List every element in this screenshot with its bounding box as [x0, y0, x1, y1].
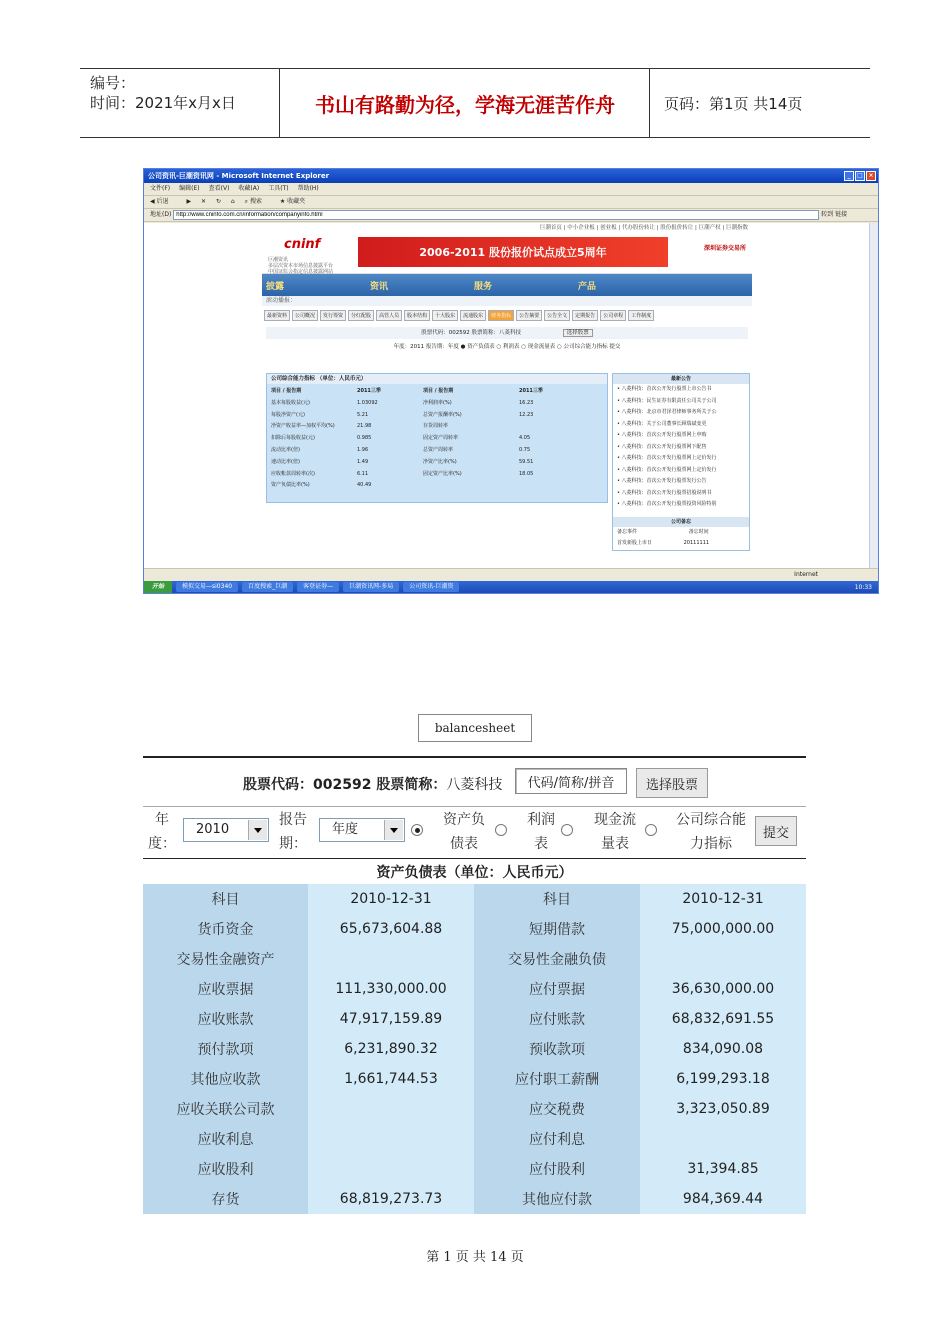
menu-item[interactable]: 帮助(H): [297, 185, 319, 192]
amount-cell: 834,090.08: [640, 1034, 806, 1064]
document-header: [80, 68, 870, 138]
amount-cell: 65,673,604.88: [308, 914, 474, 944]
site-banner: [262, 233, 752, 274]
panel-cell: 应收帐款周转率(次): [271, 470, 315, 477]
search-icon[interactable]: ⌕ 搜索: [244, 198, 262, 205]
account-name-cell: 应交税费: [474, 1094, 640, 1124]
maximize-icon[interactable]: □: [855, 171, 865, 181]
stock-selection: [143, 756, 806, 807]
table-row: [143, 944, 806, 974]
account-name-cell: 应收票据: [143, 974, 308, 1004]
tab-2[interactable]: 发行筹资: [320, 310, 346, 321]
status-bar: [144, 568, 878, 581]
browser-viewport: [144, 223, 878, 569]
option-profit-label: 利润表: [527, 812, 555, 852]
table-row: [143, 1034, 806, 1064]
account-name-cell: 其他应付款: [474, 1184, 640, 1214]
address-bar: [144, 209, 878, 222]
panel-cell: 40.49: [357, 482, 372, 489]
menu-item[interactable]: 收藏(A): [238, 185, 260, 192]
news-panel: [612, 373, 750, 551]
menu-item[interactable]: 工具(T): [268, 185, 289, 192]
panel-cell: 资产负债比率(%): [271, 482, 310, 489]
news-item[interactable]: • 八菱科技：首次公开发行股票网上申购: [617, 432, 707, 438]
tab-12[interactable]: 公司章程: [600, 310, 626, 321]
stop-icon[interactable]: ✕: [201, 198, 207, 205]
news-item[interactable]: • 八菱科技：关于公司董事长顾瑞斌变更: [617, 420, 707, 427]
header-page-number: 页码：第1页 共14页: [664, 94, 803, 113]
option-cashflow-label: 现金流量表: [594, 812, 636, 852]
option-balance-label: 资产负债表: [443, 812, 485, 852]
account-name-cell: 交易性金融资产: [143, 944, 308, 974]
nav-group[interactable]: 产品: [578, 281, 597, 292]
news-item[interactable]: • 八菱科技：首次公开发行股票网下配售: [617, 443, 707, 450]
taskbar: [144, 581, 878, 593]
news-title: 最新公告: [613, 374, 749, 384]
account-name-cell: 应付职工薪酬: [474, 1064, 640, 1094]
amount-cell: 6,199,293.18: [640, 1064, 806, 1094]
tab-0[interactable]: 最新资料: [264, 310, 290, 321]
account-name-cell: 应付账款: [474, 1004, 640, 1034]
account-name-cell: 科目: [474, 884, 640, 914]
start-button[interactable]: 开始: [144, 581, 172, 593]
amount-cell: 68,819,273.73: [308, 1184, 474, 1214]
header-motto: 书山有路勤为径，学海无涯苦作舟: [281, 69, 650, 137]
minimize-icon[interactable]: _: [844, 171, 854, 181]
panel-cell: 固定资产周转率: [423, 435, 459, 442]
balance-sheet-table: [143, 884, 806, 1214]
chevron-down-icon: [384, 820, 403, 840]
radio-cashflow[interactable]: [561, 824, 573, 836]
taskbar-item[interactable]: 百度搜索_巨潮: [242, 582, 293, 592]
table-title: 资产负债表（单位：人民币元）: [376, 865, 573, 881]
news-item[interactable]: • 八菱科技：首次公开发行股票招股说明书: [617, 489, 712, 496]
amount-cell: [640, 1124, 806, 1154]
panel-header-cell: 2011三季: [519, 388, 543, 394]
panel-cell: 净利润率(%): [423, 399, 452, 406]
account-name-cell: 交易性金融负债: [474, 944, 640, 974]
panel-cell: 0.75: [519, 446, 531, 453]
amount-cell: 984,369.44: [640, 1184, 806, 1214]
amount-cell: 2010-12-31: [640, 884, 806, 914]
tab-3[interactable]: 分红配股: [348, 310, 374, 321]
menu-item[interactable]: 文件(F): [150, 185, 171, 192]
panel-cell: 1.03092: [357, 399, 378, 406]
panel-cell: 18.05: [519, 470, 534, 477]
panel-cell: 净资产比率(%): [423, 458, 457, 465]
table-header-row: [143, 884, 806, 914]
panel-header-cell: 2011三季: [357, 388, 381, 394]
panel-cell: [423, 480, 513, 492]
account-name-cell: 科目: [143, 884, 308, 914]
amount-cell: 111,330,000.00: [308, 974, 474, 1004]
company-tabs: [262, 306, 752, 325]
chevron-down-icon: [248, 820, 267, 840]
report-options: [143, 806, 806, 859]
cninfo-page: [262, 223, 752, 569]
site-category-bar: [262, 274, 752, 296]
cninfo-logo[interactable]: cninf: [284, 237, 321, 252]
scrolling-announcement: 滚动播报：: [262, 296, 752, 306]
tab-7[interactable]: 流通股东: [460, 310, 486, 321]
vertical-scrollbar[interactable]: [869, 223, 878, 569]
news-item[interactable]: • 八菱科技：首次公开发行股票网上定价发行: [617, 455, 717, 461]
panel-cell: 每股净资产(元): [271, 411, 305, 418]
nav-group[interactable]: 服务: [474, 281, 493, 292]
panel-cell: 净资产收益率—加权平均(%): [271, 423, 335, 430]
panel-cell: 59.51: [519, 458, 534, 465]
period-label: 报告期：: [279, 812, 307, 852]
close-icon[interactable]: ×: [866, 171, 876, 181]
account-name-cell: 应付票据: [474, 974, 640, 1004]
panel-cell: 21.98: [357, 423, 372, 430]
amount-cell: 31,394.85: [640, 1154, 806, 1184]
account-name-cell: 应收利息: [143, 1124, 308, 1154]
nav-group[interactable]: 披露: [266, 281, 285, 292]
tab-13[interactable]: 工作制度: [628, 310, 654, 321]
panel-cell: 基本每股收益(元): [271, 399, 310, 406]
browser-toolbar: [144, 196, 878, 209]
amount-cell: 47,917,159.89: [308, 1004, 474, 1034]
go-button[interactable]: 转到: [821, 211, 834, 218]
news-item[interactable]: • 八菱科技：首次公开发行股票发行公告: [617, 478, 707, 484]
forward-icon[interactable]: ▶: [186, 198, 192, 205]
taskbar-item[interactable]: 客登证券—: [297, 582, 339, 592]
links-label[interactable]: 链接: [835, 211, 848, 218]
home-icon[interactable]: ⌂: [230, 198, 235, 205]
memo-title: 公司备忘: [613, 517, 749, 527]
company-ability-panel: [266, 373, 608, 503]
tab-1[interactable]: 公司概况: [292, 310, 318, 321]
address-input[interactable]: [173, 210, 819, 220]
browser-screenshot: [143, 168, 879, 594]
news-item[interactable]: • 八菱科技：北京市君泽君律师事务所关于公: [617, 409, 717, 415]
panel-cell: 16.23: [519, 399, 534, 406]
news-item[interactable]: • 八菱科技：民生证券有限责任公司关于公司: [617, 397, 717, 404]
tab-4[interactable]: 高管人员: [376, 310, 402, 321]
taskbar-item[interactable]: 巨潮资讯网-多局: [343, 582, 399, 592]
account-name-cell: 应收账款: [143, 1004, 308, 1034]
table-row: [143, 914, 806, 944]
amount-cell: [308, 944, 474, 974]
amount-cell: 3,323,050.89: [640, 1094, 806, 1124]
table-row: [143, 1184, 806, 1214]
amount-cell: 2010-12-31: [308, 884, 474, 914]
memo-row: 首发新股上市日 20111111: [617, 540, 710, 546]
window-title: 公司资讯-巨潮资讯网 - Microsoft Internet Explorer: [148, 172, 330, 180]
select-stock-button[interactable]: 选择股票: [636, 768, 708, 798]
stock-label: 股票代码：002592 股票简称：八菱科技: [243, 777, 503, 793]
panel-header-cell: 项目 / 报告期: [423, 388, 454, 394]
panel-cell: 扣除后每股收益(元): [271, 435, 315, 442]
table-row: [143, 974, 806, 1004]
amount-cell: 6,231,890.32: [308, 1034, 474, 1064]
panel-cell: 总资产周转率: [423, 446, 454, 453]
amount-cell: [308, 1154, 474, 1184]
year-label: 年度：: [148, 812, 176, 852]
news-item[interactable]: • 八菱科技：首次公开发行股票投资风险特别: [617, 501, 717, 507]
panel-cell: 4.05: [519, 435, 531, 442]
header-meta: [80, 69, 280, 137]
logo-description: 巨潮资讯 多层次资本市场信息披露平台 中国证监会指定信息披露网站: [268, 257, 334, 275]
account-name-cell: 存货: [143, 1184, 308, 1214]
taskbar-item[interactable]: 公司资讯-巨潮资: [403, 582, 459, 592]
menu-bar: [144, 183, 878, 196]
zone-label: Internet: [794, 571, 818, 578]
tab-10[interactable]: 公告全文: [544, 310, 570, 321]
submit-button[interactable]: 提交: [755, 816, 797, 846]
stock-code-input[interactable]: 代码/简称/拼音: [515, 768, 627, 794]
promo-banner[interactable]: 2006-2011 股份报价试点成立5周年: [358, 237, 668, 267]
tab-6[interactable]: 十大股东: [432, 310, 458, 321]
document-number: 编号：: [90, 74, 136, 92]
radio-balance[interactable]: [411, 824, 423, 836]
nav-group[interactable]: 资讯: [370, 281, 389, 292]
news-item[interactable]: • 八菱科技：首次公开发行股票网上定价发行: [617, 466, 717, 473]
panel-cell: 0.985: [357, 435, 372, 442]
period-selection-row[interactable]: 年度：2011 报告期：年度 ● 资产负债表 ○ 利润表 ○ 现金流量表 ○ 公司综合能力指标 提交: [393, 344, 621, 350]
account-name-cell: 预付款项: [143, 1034, 308, 1064]
radio-comprehensive[interactable]: [645, 824, 657, 836]
tab-8[interactable]: 财务指标: [488, 310, 514, 321]
tab-5[interactable]: 股本结构: [404, 310, 430, 321]
account-name-cell: 应付股利: [474, 1154, 640, 1184]
amount-cell: [640, 944, 806, 974]
panel-cell: 存货周转率: [423, 423, 449, 430]
window-titlebar: [144, 169, 878, 183]
panel-cell: 6.11: [357, 470, 369, 477]
panel-cell: 12.23: [519, 411, 534, 418]
amount-cell: 1,661,744.53: [308, 1064, 474, 1094]
panel-cell: 1.49: [357, 458, 369, 465]
favorites-icon[interactable]: ★ 收藏夹: [279, 198, 306, 205]
memo-header: 备忘事件 备忘时间: [617, 528, 709, 535]
tab-11[interactable]: 定期报告: [572, 310, 598, 321]
period-select[interactable]: 年度: [319, 818, 405, 842]
document-time: 时间：2021年x月x日: [90, 94, 236, 112]
table-row: [143, 1004, 806, 1034]
table-row: [143, 1154, 806, 1184]
amount-cell: 68,832,691.55: [640, 1004, 806, 1034]
account-name-cell: 应付利息: [474, 1124, 640, 1154]
panel-title: 公司综合能力指标 （单位：人民币元）: [267, 374, 607, 384]
account-name-cell: 预收款项: [474, 1034, 640, 1064]
panel-cell: 1.96: [357, 446, 369, 453]
page-footer: 第 1 页 共 14 页: [426, 1250, 524, 1265]
panel-cell: 速动比率(倍): [271, 458, 300, 465]
site-top-nav[interactable]: 巨潮首页 | 中小企业板 | 创业板 | 代办股份转让 | 股份报价转让 | 巨潮产权 | 巨潮指数: [539, 225, 748, 231]
table-row: [143, 1094, 806, 1124]
account-name-cell: 短期借款: [474, 914, 640, 944]
panel-cell: 固定资产比率(%): [423, 470, 462, 477]
account-name-cell: 其他应收款: [143, 1064, 308, 1094]
panel-cell: 流动比率(倍): [271, 446, 300, 453]
panel-cell: [519, 480, 579, 492]
back-icon[interactable]: ◀ 后退: [150, 198, 169, 205]
panel-cell: 总资产报酬率(%): [423, 411, 462, 418]
panel-header-cell: 项目 / 报告期: [271, 388, 302, 394]
radio-profit[interactable]: [495, 824, 507, 836]
account-name-cell: 货币资金: [143, 914, 308, 944]
amount-cell: 75,000,000.00: [640, 914, 806, 944]
table-row: [143, 1124, 806, 1154]
panel-cell: 5.21: [357, 411, 369, 418]
refresh-icon[interactable]: ↻: [215, 198, 221, 205]
amount-cell: 36,630,000.00: [640, 974, 806, 1004]
account-name-cell: 应收关联公司款: [143, 1094, 308, 1124]
account-name-cell: 应收股利: [143, 1154, 308, 1184]
balancesheet-button[interactable]: balancesheet: [418, 714, 532, 742]
news-item[interactable]: • 八菱科技：首次公开发行股票上市公告书: [617, 386, 712, 392]
exchange-logo[interactable]: 深圳证券交易所: [703, 245, 746, 252]
table-row: [143, 1064, 806, 1094]
menu-item[interactable]: 编辑(E): [179, 185, 200, 192]
menu-item[interactable]: 查看(V): [208, 185, 230, 192]
select-stock-button-small[interactable]: 选择股票: [563, 329, 593, 337]
tab-9[interactable]: 公告摘要: [516, 310, 542, 321]
panel-cell: [519, 421, 579, 433]
year-select[interactable]: 2010: [183, 818, 269, 842]
amount-cell: [308, 1094, 474, 1124]
amount-cell: [308, 1124, 474, 1154]
ability-grid: [267, 384, 607, 494]
clock: 10:33: [854, 583, 872, 591]
taskbar-item[interactable]: 模拟交易—si0340: [176, 582, 238, 592]
address-label: 地址(D): [150, 211, 172, 218]
stock-query-row: 股票代码：002592 股票简称：八菱科技 选择股票: [266, 327, 748, 339]
option-comprehensive-label: 公司综合能力指标: [676, 812, 746, 852]
